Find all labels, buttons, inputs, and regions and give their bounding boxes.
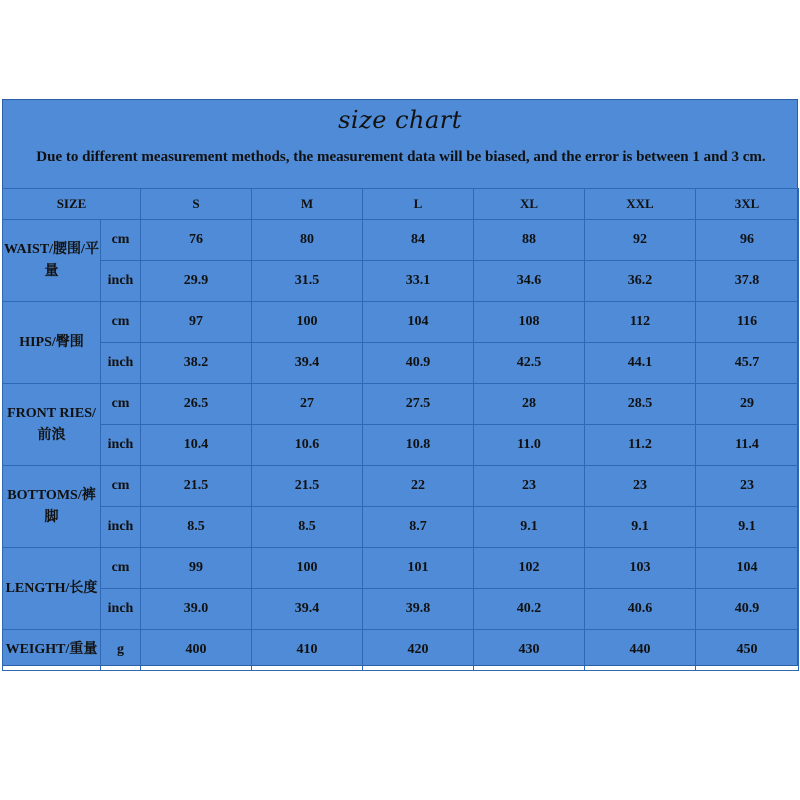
value-cell: 29.9 xyxy=(141,261,252,302)
value-cell: 101 xyxy=(363,548,474,589)
unit-cell: inch xyxy=(101,261,141,302)
value-cell: 10.4 xyxy=(141,425,252,466)
unit-cell: inch xyxy=(101,589,141,630)
value-cell: 22 xyxy=(363,466,474,507)
value-cell: 8.7 xyxy=(363,507,474,548)
unit-cell: cm xyxy=(101,466,141,507)
value-cell: 40.2 xyxy=(474,589,585,630)
size-table xyxy=(2,188,799,671)
measurement-label-bottoms: BOTTOMS/裤脚 xyxy=(3,466,101,548)
unit-cell: cm xyxy=(101,220,141,261)
table-row xyxy=(3,220,799,261)
value-cell: 420 xyxy=(363,630,474,671)
value-cell: 11.0 xyxy=(474,425,585,466)
measurement-label-weight: WEIGHT/重量 xyxy=(3,630,101,671)
value-cell: 84 xyxy=(363,220,474,261)
value-cell: 34.6 xyxy=(474,261,585,302)
measurement-label-waist: WAIST/腰围/平量 xyxy=(3,220,101,302)
value-cell: 440 xyxy=(585,630,696,671)
table-row xyxy=(3,302,799,343)
measurement-label-length: LENGTH/长度 xyxy=(3,548,101,630)
value-cell: 45.7 xyxy=(696,343,799,384)
value-cell: 44.1 xyxy=(585,343,696,384)
value-cell: 9.1 xyxy=(696,507,799,548)
value-cell: 80 xyxy=(252,220,363,261)
value-cell: 10.6 xyxy=(252,425,363,466)
value-cell: 8.5 xyxy=(252,507,363,548)
value-cell: 21.5 xyxy=(252,466,363,507)
value-cell: 10.8 xyxy=(363,425,474,466)
value-cell: 99 xyxy=(141,548,252,589)
size-header-3xl: 3XL xyxy=(696,189,799,220)
value-cell: 430 xyxy=(474,630,585,671)
table-row xyxy=(3,425,799,466)
table-row xyxy=(3,548,799,589)
value-cell: 39.4 xyxy=(252,589,363,630)
table-row xyxy=(3,343,799,384)
measurement-note: Due to different measurement methods, the measurement data will be biased, and the error is between 1 and 3 cm. xyxy=(36,149,766,165)
size-header-cell: SIZE xyxy=(3,189,141,220)
table-row xyxy=(3,466,799,507)
value-cell: 88 xyxy=(474,220,585,261)
unit-cell: inch xyxy=(101,507,141,548)
measurement-label-hips: HIPS/臀围 xyxy=(3,302,101,384)
header-row xyxy=(3,189,799,220)
value-cell: 42.5 xyxy=(474,343,585,384)
measurement-label-front-ries: FRONT RIES/前浪 xyxy=(3,384,101,466)
value-cell: 23 xyxy=(585,466,696,507)
value-cell: 116 xyxy=(696,302,799,343)
table-row xyxy=(3,384,799,425)
value-cell: 27 xyxy=(252,384,363,425)
value-cell: 26.5 xyxy=(141,384,252,425)
value-cell: 104 xyxy=(696,548,799,589)
unit-cell: cm xyxy=(101,384,141,425)
value-cell: 8.5 xyxy=(141,507,252,548)
size-header-xl: XL xyxy=(474,189,585,220)
value-cell: 100 xyxy=(252,548,363,589)
value-cell: 39.8 xyxy=(363,589,474,630)
value-cell: 28 xyxy=(474,384,585,425)
value-cell: 92 xyxy=(585,220,696,261)
value-cell: 9.1 xyxy=(474,507,585,548)
value-cell: 104 xyxy=(363,302,474,343)
value-cell: 450 xyxy=(696,630,799,671)
value-cell: 40.6 xyxy=(585,589,696,630)
unit-cell: inch xyxy=(101,425,141,466)
table-row xyxy=(3,261,799,302)
size-header-s: S xyxy=(141,189,252,220)
value-cell: 38.2 xyxy=(141,343,252,384)
value-cell: 39.4 xyxy=(252,343,363,384)
value-cell: 33.1 xyxy=(363,261,474,302)
value-cell: 23 xyxy=(696,466,799,507)
value-cell: 102 xyxy=(474,548,585,589)
value-cell: 36.2 xyxy=(585,261,696,302)
unit-cell: cm xyxy=(101,302,141,343)
value-cell: 410 xyxy=(252,630,363,671)
value-cell: 96 xyxy=(696,220,799,261)
value-cell: 400 xyxy=(141,630,252,671)
value-cell: 11.2 xyxy=(585,425,696,466)
value-cell: 29 xyxy=(696,384,799,425)
table-row xyxy=(3,589,799,630)
value-cell: 76 xyxy=(141,220,252,261)
unit-cell: inch xyxy=(101,343,141,384)
value-cell: 11.4 xyxy=(696,425,799,466)
value-cell: 112 xyxy=(585,302,696,343)
value-cell: 108 xyxy=(474,302,585,343)
value-cell: 21.5 xyxy=(141,466,252,507)
value-cell: 100 xyxy=(252,302,363,343)
unit-cell: cm xyxy=(101,548,141,589)
value-cell: 31.5 xyxy=(252,261,363,302)
size-header-l: L xyxy=(363,189,474,220)
value-cell: 9.1 xyxy=(585,507,696,548)
value-cell: 39.0 xyxy=(141,589,252,630)
value-cell: 37.8 xyxy=(696,261,799,302)
table-row xyxy=(3,507,799,548)
value-cell: 40.9 xyxy=(696,589,799,630)
chart-title: size chart xyxy=(338,106,462,134)
size-header-m: M xyxy=(252,189,363,220)
value-cell: 28.5 xyxy=(585,384,696,425)
size-header-xxl: XXL xyxy=(585,189,696,220)
value-cell: 97 xyxy=(141,302,252,343)
size-chart-panel xyxy=(2,99,798,666)
value-cell: 27.5 xyxy=(363,384,474,425)
unit-cell: g xyxy=(101,630,141,671)
table-row xyxy=(3,630,799,671)
value-cell: 40.9 xyxy=(363,343,474,384)
value-cell: 103 xyxy=(585,548,696,589)
value-cell: 23 xyxy=(474,466,585,507)
